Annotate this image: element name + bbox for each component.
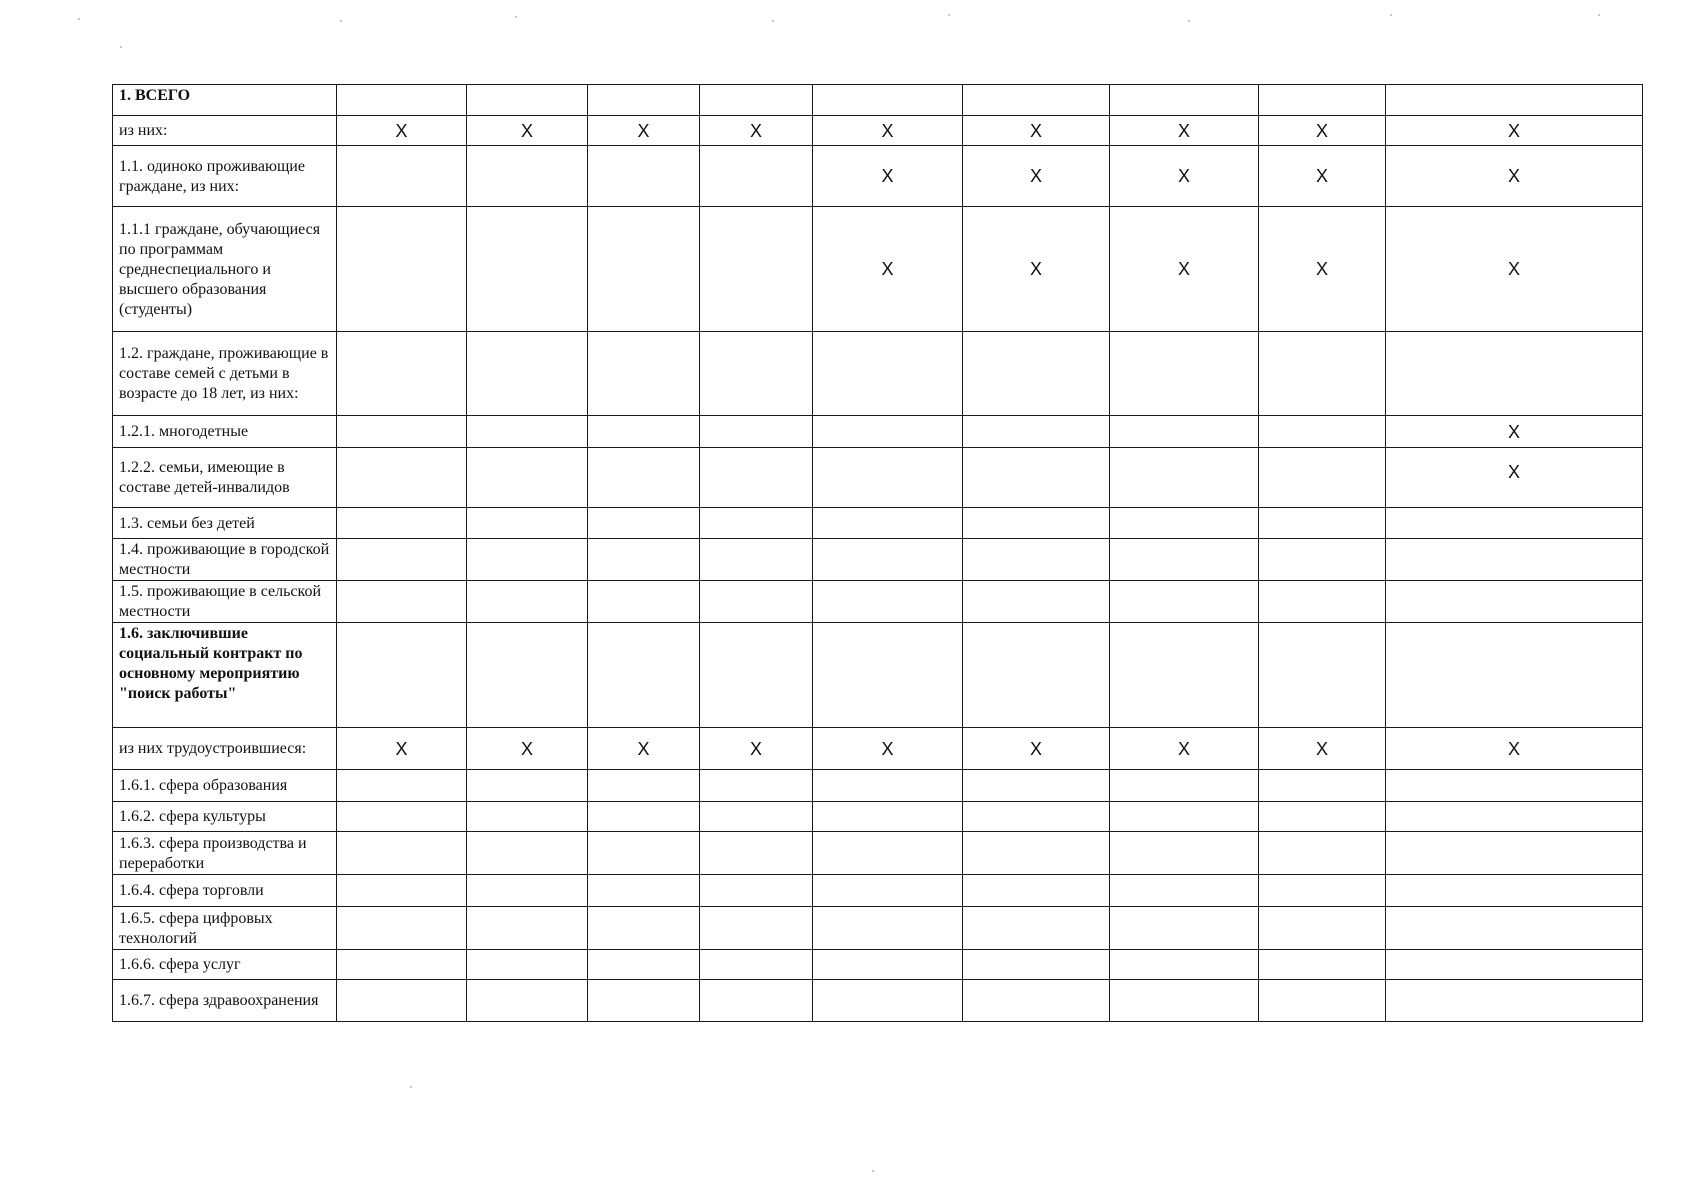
- empty-cell: [1110, 539, 1259, 581]
- scan-speck: [948, 14, 950, 16]
- scan-speck: [1188, 20, 1190, 22]
- empty-cell: [467, 907, 588, 950]
- empty-cell: [588, 85, 700, 116]
- empty-cell: [963, 508, 1110, 539]
- empty-cell: [963, 802, 1110, 832]
- empty-cell: [1386, 508, 1643, 539]
- x-mark-cell: X: [1386, 448, 1643, 508]
- empty-cell: [1259, 539, 1386, 581]
- table-row: [113, 332, 1643, 416]
- empty-cell: [588, 508, 700, 539]
- empty-cell: [1259, 85, 1386, 116]
- empty-cell: [337, 448, 467, 508]
- row-label: 1.2.1. многодетные: [113, 416, 337, 448]
- empty-cell: [467, 332, 588, 416]
- empty-cell: [1259, 950, 1386, 980]
- empty-cell: [1259, 508, 1386, 539]
- x-mark-cell: X: [1386, 728, 1643, 770]
- x-mark-cell: X: [1386, 146, 1643, 207]
- table-row: [113, 950, 1643, 980]
- empty-cell: [1110, 875, 1259, 907]
- empty-cell: [700, 207, 813, 332]
- empty-cell: [963, 623, 1110, 728]
- x-mark-cell: X: [1110, 116, 1259, 146]
- x-mark-cell: X: [1259, 146, 1386, 207]
- empty-cell: [813, 623, 963, 728]
- empty-cell: [1386, 875, 1643, 907]
- empty-cell: [813, 832, 963, 875]
- empty-cell: [1110, 508, 1259, 539]
- empty-cell: [1386, 332, 1643, 416]
- scan-speck: [410, 1086, 412, 1088]
- empty-cell: [467, 146, 588, 207]
- x-mark-cell: X: [1259, 728, 1386, 770]
- empty-cell: [700, 416, 813, 448]
- empty-cell: [1386, 832, 1643, 875]
- empty-cell: [1259, 623, 1386, 728]
- empty-cell: [467, 207, 588, 332]
- empty-cell: [467, 875, 588, 907]
- empty-cell: [588, 623, 700, 728]
- empty-cell: [1110, 980, 1259, 1022]
- empty-cell: [1259, 448, 1386, 508]
- scan-speck: [515, 16, 517, 18]
- empty-cell: [700, 539, 813, 581]
- table-row: [113, 581, 1643, 623]
- scan-speck: [1390, 14, 1392, 16]
- row-label: 1.6.7. сфера здравоохранения: [113, 980, 337, 1022]
- row-label: 1.6.2. сфера культуры: [113, 802, 337, 832]
- empty-cell: [588, 581, 700, 623]
- table-row: [113, 802, 1643, 832]
- empty-cell: [700, 907, 813, 950]
- table-row: [113, 907, 1643, 950]
- x-mark-cell: X: [963, 146, 1110, 207]
- scan-speck: [120, 46, 122, 48]
- empty-cell: [963, 416, 1110, 448]
- x-mark-cell: X: [813, 728, 963, 770]
- empty-cell: [588, 448, 700, 508]
- empty-cell: [337, 623, 467, 728]
- empty-cell: [700, 832, 813, 875]
- empty-cell: [588, 875, 700, 907]
- empty-cell: [813, 539, 963, 581]
- row-label: 1.4. проживающие в городской местности: [113, 539, 337, 581]
- empty-cell: [588, 832, 700, 875]
- empty-cell: [700, 875, 813, 907]
- table-row: [113, 116, 1643, 146]
- empty-cell: [813, 802, 963, 832]
- empty-cell: [1110, 623, 1259, 728]
- empty-cell: [337, 770, 467, 802]
- empty-cell: [963, 832, 1110, 875]
- empty-cell: [1259, 907, 1386, 950]
- empty-cell: [467, 623, 588, 728]
- empty-cell: [467, 539, 588, 581]
- table-row: [113, 770, 1643, 802]
- empty-cell: [813, 508, 963, 539]
- scan-speck: [340, 20, 342, 22]
- empty-cell: [1386, 623, 1643, 728]
- row-label: 1.6.1. сфера образования: [113, 770, 337, 802]
- empty-cell: [813, 980, 963, 1022]
- empty-cell: [588, 802, 700, 832]
- x-mark-cell: X: [813, 207, 963, 332]
- empty-cell: [700, 448, 813, 508]
- x-mark-cell: X: [813, 146, 963, 207]
- empty-cell: [467, 448, 588, 508]
- x-mark-cell: X: [963, 207, 1110, 332]
- empty-cell: [337, 950, 467, 980]
- empty-cell: [1110, 85, 1259, 116]
- table-row: [113, 146, 1643, 207]
- empty-cell: [813, 85, 963, 116]
- empty-cell: [1259, 581, 1386, 623]
- empty-cell: [467, 508, 588, 539]
- empty-cell: [1110, 802, 1259, 832]
- empty-cell: [1259, 802, 1386, 832]
- table-row: [113, 728, 1643, 770]
- report-table-body: [113, 85, 1643, 1022]
- empty-cell: [700, 581, 813, 623]
- empty-cell: [1386, 539, 1643, 581]
- empty-cell: [337, 207, 467, 332]
- empty-cell: [337, 539, 467, 581]
- empty-cell: [1259, 832, 1386, 875]
- empty-cell: [588, 907, 700, 950]
- empty-cell: [337, 581, 467, 623]
- empty-cell: [1386, 950, 1643, 980]
- empty-cell: [963, 332, 1110, 416]
- empty-cell: [337, 802, 467, 832]
- row-label: 1.6.3. сфера производства и переработки: [113, 832, 337, 875]
- table-row: [113, 875, 1643, 907]
- empty-cell: [588, 539, 700, 581]
- empty-cell: [588, 950, 700, 980]
- empty-cell: [813, 950, 963, 980]
- empty-cell: [963, 950, 1110, 980]
- empty-cell: [1110, 448, 1259, 508]
- x-mark-cell: X: [588, 728, 700, 770]
- empty-cell: [467, 950, 588, 980]
- report-table: [112, 84, 1643, 1022]
- table-row: [113, 623, 1643, 728]
- empty-cell: [700, 802, 813, 832]
- x-mark-cell: X: [337, 728, 467, 770]
- empty-cell: [588, 770, 700, 802]
- empty-cell: [1110, 907, 1259, 950]
- empty-cell: [337, 832, 467, 875]
- empty-cell: [813, 581, 963, 623]
- empty-cell: [337, 508, 467, 539]
- empty-cell: [813, 332, 963, 416]
- empty-cell: [1386, 85, 1643, 116]
- x-mark-cell: X: [963, 728, 1110, 770]
- x-mark-cell: X: [700, 728, 813, 770]
- empty-cell: [467, 85, 588, 116]
- empty-cell: [700, 980, 813, 1022]
- empty-cell: [467, 581, 588, 623]
- row-label: 1.6.4. сфера торговли: [113, 875, 337, 907]
- x-mark-cell: X: [700, 116, 813, 146]
- empty-cell: [700, 332, 813, 416]
- empty-cell: [813, 875, 963, 907]
- empty-cell: [700, 85, 813, 116]
- empty-cell: [963, 980, 1110, 1022]
- empty-cell: [467, 980, 588, 1022]
- empty-cell: [1386, 770, 1643, 802]
- row-label: 1.1.1 граждане, обучающиеся по программам среднеспециального и высшего образования (студенты): [113, 207, 337, 332]
- empty-cell: [1259, 980, 1386, 1022]
- row-label: 1.2. граждане, проживающие в составе семей с детьми в возрасте до 18 лет, из них:: [113, 332, 337, 416]
- empty-cell: [337, 332, 467, 416]
- x-mark-cell: X: [1386, 416, 1643, 448]
- row-label: 1.5. проживающие в сельской местности: [113, 581, 337, 623]
- empty-cell: [337, 416, 467, 448]
- empty-cell: [963, 875, 1110, 907]
- x-mark-cell: X: [1110, 207, 1259, 332]
- empty-cell: [1259, 416, 1386, 448]
- x-mark-cell: X: [813, 116, 963, 146]
- row-label: из них трудоустроившиеся:: [113, 728, 337, 770]
- empty-cell: [1110, 416, 1259, 448]
- empty-cell: [467, 770, 588, 802]
- empty-cell: [337, 85, 467, 116]
- empty-cell: [337, 875, 467, 907]
- empty-cell: [467, 802, 588, 832]
- scan-speck: [78, 18, 80, 20]
- empty-cell: [1386, 980, 1643, 1022]
- empty-cell: [1386, 581, 1643, 623]
- x-mark-cell: X: [1110, 728, 1259, 770]
- empty-cell: [467, 832, 588, 875]
- x-mark-cell: X: [1386, 207, 1643, 332]
- x-mark-cell: X: [1259, 207, 1386, 332]
- table-row: [113, 832, 1643, 875]
- scan-speck: [872, 1170, 874, 1172]
- row-label: 1.1. одиноко проживающие граждане, из них:: [113, 146, 337, 207]
- empty-cell: [1259, 875, 1386, 907]
- empty-cell: [700, 950, 813, 980]
- empty-cell: [963, 539, 1110, 581]
- x-mark-cell: X: [1259, 116, 1386, 146]
- scan-speck: [1598, 14, 1600, 16]
- empty-cell: [1110, 770, 1259, 802]
- empty-cell: [700, 770, 813, 802]
- x-mark-cell: X: [1110, 146, 1259, 207]
- empty-cell: [963, 770, 1110, 802]
- empty-cell: [1110, 832, 1259, 875]
- x-mark-cell: X: [467, 116, 588, 146]
- empty-cell: [700, 146, 813, 207]
- empty-cell: [813, 448, 963, 508]
- row-label: 1.2.2. семьи, имеющие в составе детей-инвалидов: [113, 448, 337, 508]
- empty-cell: [588, 332, 700, 416]
- x-mark-cell: X: [467, 728, 588, 770]
- row-label: 1.6. заключившие социальный контракт по основному мероприятию "поиск работы": [113, 623, 337, 728]
- row-label: 1.6.5. сфера цифровых технологий: [113, 907, 337, 950]
- table-row: [113, 980, 1643, 1022]
- empty-cell: [588, 416, 700, 448]
- empty-cell: [588, 980, 700, 1022]
- empty-cell: [963, 85, 1110, 116]
- row-label: из них:: [113, 116, 337, 146]
- scan-speck: [772, 20, 774, 22]
- row-label: 1.6.6. сфера услуг: [113, 950, 337, 980]
- table-row: [113, 508, 1643, 539]
- x-mark-cell: X: [1386, 116, 1643, 146]
- x-mark-cell: X: [588, 116, 700, 146]
- empty-cell: [963, 448, 1110, 508]
- empty-cell: [1259, 770, 1386, 802]
- table-row: [113, 448, 1643, 508]
- empty-cell: [588, 146, 700, 207]
- empty-cell: [813, 907, 963, 950]
- empty-cell: [337, 907, 467, 950]
- table-row: [113, 416, 1643, 448]
- empty-cell: [467, 416, 588, 448]
- empty-cell: [337, 146, 467, 207]
- row-label: 1.3. семьи без детей: [113, 508, 337, 539]
- row-label: 1. ВСЕГО: [113, 85, 337, 116]
- empty-cell: [963, 907, 1110, 950]
- empty-cell: [963, 581, 1110, 623]
- empty-cell: [1386, 907, 1643, 950]
- empty-cell: [1386, 802, 1643, 832]
- empty-cell: [813, 416, 963, 448]
- table-row: [113, 207, 1643, 332]
- empty-cell: [1110, 950, 1259, 980]
- empty-cell: [1259, 332, 1386, 416]
- empty-cell: [337, 980, 467, 1022]
- empty-cell: [1110, 332, 1259, 416]
- empty-cell: [700, 508, 813, 539]
- x-mark-cell: X: [963, 116, 1110, 146]
- x-mark-cell: X: [337, 116, 467, 146]
- empty-cell: [1110, 581, 1259, 623]
- empty-cell: [813, 770, 963, 802]
- table-row: [113, 85, 1643, 116]
- table-row: [113, 539, 1643, 581]
- empty-cell: [700, 623, 813, 728]
- empty-cell: [588, 207, 700, 332]
